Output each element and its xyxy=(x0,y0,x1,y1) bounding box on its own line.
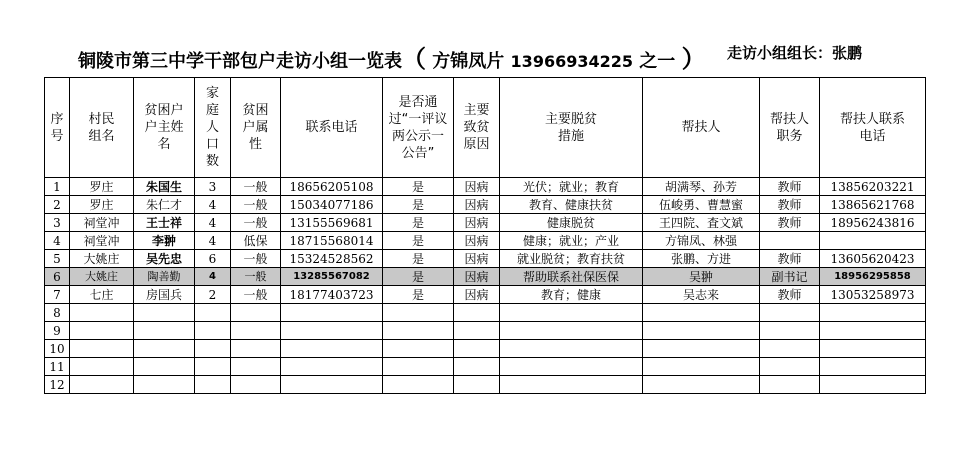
cell-passed: 是 xyxy=(383,286,454,304)
cell-role: 教师 xyxy=(760,286,820,304)
cell-size xyxy=(195,340,231,358)
cell-no: 8 xyxy=(45,304,70,322)
cell-cause xyxy=(454,358,500,376)
cell-cause: 因病 xyxy=(454,214,500,232)
cell-no: 2 xyxy=(45,196,70,214)
cell-size: 4 xyxy=(195,232,231,250)
cell-cause xyxy=(454,322,500,340)
title-row xyxy=(0,34,963,74)
cell-cause: 因病 xyxy=(454,250,500,268)
cell-group xyxy=(70,304,134,322)
cell-phone xyxy=(281,376,383,394)
header-cell: 序号 xyxy=(45,78,70,178)
cell-size: 4 xyxy=(195,214,231,232)
title-phone: 13966934225 xyxy=(510,52,634,71)
cell-role: 副书记 xyxy=(760,268,820,286)
header-cell: 主要脱贫措施 xyxy=(500,78,643,178)
cell-helper: 王四院、査文斌 xyxy=(643,214,760,232)
cell-type: 一般 xyxy=(231,250,281,268)
table-row-empty xyxy=(45,340,926,358)
table-row-empty xyxy=(45,304,926,322)
cell-helper: 吴翀 xyxy=(643,268,760,286)
cell-no: 12 xyxy=(45,376,70,394)
cell-cause xyxy=(454,376,500,394)
cell-no: 5 xyxy=(45,250,70,268)
cell-role xyxy=(760,376,820,394)
cell-group: 七庄 xyxy=(70,286,134,304)
cell-phone: 13155569681 xyxy=(281,214,383,232)
cell-group xyxy=(70,322,134,340)
cell-type xyxy=(231,358,281,376)
cell-passed: 是 xyxy=(383,268,454,286)
cell-role: 教师 xyxy=(760,178,820,196)
cell-size: 3 xyxy=(195,178,231,196)
cell-group: 大姚庄 xyxy=(70,268,134,286)
cell-size xyxy=(195,358,231,376)
cell-helper-phone xyxy=(820,358,926,376)
header-cell: 联系电话 xyxy=(281,78,383,178)
table-row-empty xyxy=(45,358,926,376)
group-leader-label: 走访小组组长：张鹏 xyxy=(727,44,863,62)
cell-passed: 是 xyxy=(383,196,454,214)
cell-measure: 光伏；就业；教育 xyxy=(500,178,643,196)
cell-measure xyxy=(500,322,643,340)
cell-helper: 伍峻勇、曹慧蜜 xyxy=(643,196,760,214)
cell-no: 10 xyxy=(45,340,70,358)
cell-cause: 因病 xyxy=(454,268,500,286)
cell-role xyxy=(760,358,820,376)
cell-name xyxy=(134,358,195,376)
cell-name: 房国兵 xyxy=(134,286,195,304)
cell-helper-phone: 18956243816 xyxy=(820,214,926,232)
header-cell: 主要致贫原因 xyxy=(454,78,500,178)
cell-name: 王士祥 xyxy=(134,214,195,232)
cell-measure xyxy=(500,358,643,376)
cell-size: 6 xyxy=(195,250,231,268)
cell-cause: 因病 xyxy=(454,232,500,250)
cell-no: 11 xyxy=(45,358,70,376)
header-cell: 贫困户属性 xyxy=(231,78,281,178)
title-paren-close: ） xyxy=(681,45,706,73)
cell-role: 教师 xyxy=(760,250,820,268)
cell-helper-phone: 13865621768 xyxy=(820,196,926,214)
cell-phone xyxy=(281,304,383,322)
cell-measure: 就业脱贫；教育扶贫 xyxy=(500,250,643,268)
cell-no: 4 xyxy=(45,232,70,250)
cell-role: 教师 xyxy=(760,214,820,232)
cell-passed xyxy=(383,358,454,376)
cell-name xyxy=(134,376,195,394)
cell-phone xyxy=(281,340,383,358)
cell-phone: 13285567082 xyxy=(281,268,383,286)
cell-measure: 教育、健康扶贫 xyxy=(500,196,643,214)
title-area-name: 方锦凤片 xyxy=(426,51,511,72)
cell-helper: 张鹏、方进 xyxy=(643,250,760,268)
cell-cause: 因病 xyxy=(454,286,500,304)
cell-phone xyxy=(281,358,383,376)
title-suffix: 之一 xyxy=(633,51,682,72)
table-row xyxy=(45,214,926,232)
cell-size: 4 xyxy=(195,268,231,286)
table-row xyxy=(45,232,926,250)
cell-name: 李翀 xyxy=(134,232,195,250)
cell-size xyxy=(195,304,231,322)
table-row-highlighted xyxy=(45,268,926,286)
cell-phone: 18177403723 xyxy=(281,286,383,304)
table-header-row xyxy=(45,78,926,178)
cell-type xyxy=(231,340,281,358)
cell-name: 朱国生 xyxy=(134,178,195,196)
header-cell: 村民组名 xyxy=(70,78,134,178)
cell-helper xyxy=(643,304,760,322)
cell-passed: 是 xyxy=(383,250,454,268)
cell-group: 祠堂冲 xyxy=(70,214,134,232)
cell-type: 低保 xyxy=(231,232,281,250)
cell-measure xyxy=(500,304,643,322)
cell-size xyxy=(195,376,231,394)
cell-helper-phone: 13053258973 xyxy=(820,286,926,304)
cell-role xyxy=(760,322,820,340)
cell-size: 2 xyxy=(195,286,231,304)
cell-role xyxy=(760,232,820,250)
table-row xyxy=(45,196,926,214)
cell-helper-phone xyxy=(820,304,926,322)
cell-type: 一般 xyxy=(231,286,281,304)
cell-phone xyxy=(281,322,383,340)
cell-cause: 因病 xyxy=(454,178,500,196)
cell-passed: 是 xyxy=(383,232,454,250)
cell-name xyxy=(134,322,195,340)
cell-size: 4 xyxy=(195,196,231,214)
cell-helper-phone xyxy=(820,232,926,250)
cell-helper-phone xyxy=(820,376,926,394)
header-cell: 帮扶人职务 xyxy=(760,78,820,178)
cell-cause: 因病 xyxy=(454,196,500,214)
cell-cause xyxy=(454,340,500,358)
cell-type: 一般 xyxy=(231,196,281,214)
cell-helper xyxy=(643,340,760,358)
cell-no: 9 xyxy=(45,322,70,340)
cell-name: 吴先忠 xyxy=(134,250,195,268)
cell-helper-phone xyxy=(820,340,926,358)
cell-phone: 18656205108 xyxy=(281,178,383,196)
header-cell: 帮扶人联系电话 xyxy=(820,78,926,178)
cell-name: 陶善勤 xyxy=(134,268,195,286)
cell-no: 6 xyxy=(45,268,70,286)
cell-helper-phone: 13856203221 xyxy=(820,178,926,196)
cell-type: 一般 xyxy=(231,268,281,286)
cell-helper-phone xyxy=(820,322,926,340)
cell-helper xyxy=(643,376,760,394)
header-cell: 家庭人口数 xyxy=(195,78,231,178)
cell-helper: 方锦凤、林强 xyxy=(643,232,760,250)
cell-role xyxy=(760,304,820,322)
visit-group-table xyxy=(44,77,926,394)
cell-no: 7 xyxy=(45,286,70,304)
cell-measure: 健康；就业；产业 xyxy=(500,232,643,250)
cell-no: 1 xyxy=(45,178,70,196)
cell-group: 大姚庄 xyxy=(70,250,134,268)
cell-type xyxy=(231,304,281,322)
cell-passed xyxy=(383,340,454,358)
cell-type xyxy=(231,322,281,340)
cell-group xyxy=(70,340,134,358)
cell-helper xyxy=(643,322,760,340)
cell-phone: 15324528562 xyxy=(281,250,383,268)
title-main-text: 铜陵市第三中学干部包户走访小组一览表 xyxy=(78,51,402,72)
cell-helper: 胡满琴、孙芳 xyxy=(643,178,760,196)
cell-phone: 15034077186 xyxy=(281,196,383,214)
cell-type: 一般 xyxy=(231,214,281,232)
cell-group: 祠堂冲 xyxy=(70,232,134,250)
cell-passed xyxy=(383,376,454,394)
header-cell: 贫困户户主姓名 xyxy=(134,78,195,178)
cell-type xyxy=(231,376,281,394)
header-cell: 帮扶人 xyxy=(643,78,760,178)
cell-group: 罗庄 xyxy=(70,178,134,196)
title-paren-open: （ xyxy=(402,45,426,73)
cell-passed xyxy=(383,322,454,340)
cell-no: 3 xyxy=(45,214,70,232)
cell-role: 教师 xyxy=(760,196,820,214)
cell-type: 一般 xyxy=(231,178,281,196)
cell-measure: 健康脱贫 xyxy=(500,214,643,232)
cell-measure: 教育；健康 xyxy=(500,286,643,304)
page-title xyxy=(78,39,706,74)
cell-group: 罗庄 xyxy=(70,196,134,214)
cell-measure: 帮助联系社保医保 xyxy=(500,268,643,286)
cell-group xyxy=(70,358,134,376)
cell-role xyxy=(760,340,820,358)
table-row xyxy=(45,250,926,268)
table-row-empty xyxy=(45,376,926,394)
cell-measure xyxy=(500,340,643,358)
cell-size xyxy=(195,322,231,340)
cell-group xyxy=(70,376,134,394)
table-row xyxy=(45,286,926,304)
cell-passed xyxy=(383,304,454,322)
cell-helper-phone: 13605620423 xyxy=(820,250,926,268)
cell-name xyxy=(134,304,195,322)
cell-name xyxy=(134,340,195,358)
cell-helper: 吴志来 xyxy=(643,286,760,304)
cell-passed: 是 xyxy=(383,214,454,232)
cell-phone: 18715568014 xyxy=(281,232,383,250)
cell-name: 朱仁才 xyxy=(134,196,195,214)
cell-helper-phone: 18956295858 xyxy=(820,268,926,286)
cell-helper xyxy=(643,358,760,376)
cell-measure xyxy=(500,376,643,394)
table-row-empty xyxy=(45,322,926,340)
header-cell: 是否通过“一评议两公示一公告” xyxy=(383,78,454,178)
cell-cause xyxy=(454,304,500,322)
table-row xyxy=(45,178,926,196)
cell-passed: 是 xyxy=(383,178,454,196)
